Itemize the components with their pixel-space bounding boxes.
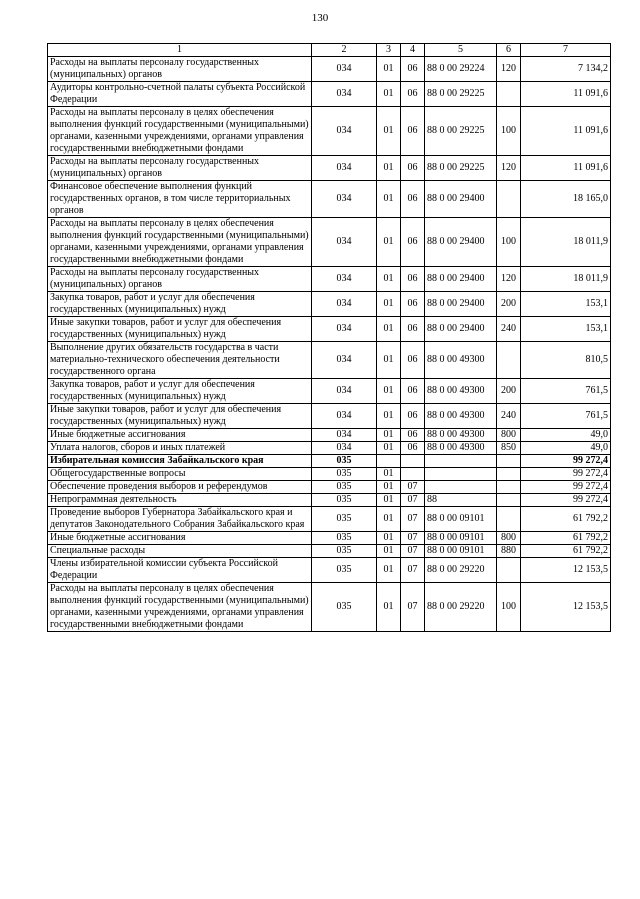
gr-code-cell: 034 [312,218,377,267]
table-row [48,545,611,558]
csr-code-cell: 88 0 00 09101 [425,545,497,558]
rz-code-cell: 01 [377,507,401,532]
header-cell: 4 [401,44,425,57]
header-cell: 2 [312,44,377,57]
csr-code-cell: 88 0 00 29220 [425,583,497,632]
table-row [48,82,611,107]
table-row [48,181,611,218]
rz-code-cell [377,455,401,468]
gr-code-cell: 035 [312,507,377,532]
table-row [48,292,611,317]
amount-cell: 49,0 [521,429,611,442]
amount-cell: 18 165,0 [521,181,611,218]
vr-code-cell: 200 [497,292,521,317]
table-row [48,455,611,468]
vr-code-cell: 800 [497,429,521,442]
amount-cell: 11 091,6 [521,82,611,107]
csr-code-cell: 88 0 00 09101 [425,507,497,532]
csr-code-cell [425,468,497,481]
table-body [48,57,611,632]
gr-code-cell: 035 [312,558,377,583]
csr-code-cell: 88 0 00 49300 [425,442,497,455]
csr-code-cell: 88 0 00 29400 [425,218,497,267]
pr-code-cell: 06 [401,342,425,379]
rz-code-cell: 01 [377,481,401,494]
vr-code-cell [497,342,521,379]
expense-name-cell: Обеспечение проведения выборов и референдумов [48,481,312,494]
csr-code-cell: 88 0 00 29400 [425,292,497,317]
table-row [48,558,611,583]
budget-table [47,43,611,632]
gr-code-cell: 034 [312,181,377,218]
amount-cell: 153,1 [521,317,611,342]
amount-cell: 99 272,4 [521,494,611,507]
gr-code-cell: 034 [312,292,377,317]
amount-cell: 12 153,5 [521,583,611,632]
gr-code-cell: 034 [312,429,377,442]
vr-code-cell: 200 [497,379,521,404]
csr-code-cell: 88 0 00 29225 [425,107,497,156]
rz-code-cell: 01 [377,404,401,429]
csr-code-cell: 88 0 00 49300 [425,342,497,379]
table-row [48,532,611,545]
expense-name-cell: Выполнение других обязательств государства в части материально-технического обеспечения деятельности государственного органа [48,342,312,379]
rz-code-cell: 01 [377,218,401,267]
pr-code-cell: 07 [401,583,425,632]
amount-cell: 61 792,2 [521,507,611,532]
expense-name-cell: Расходы на выплаты персоналу в целях обеспечения выполнения функций государственными (муниципальными) органами, казенными учреждениями, органами управления государственными внебюджетными фондами [48,107,312,156]
rz-code-cell: 01 [377,494,401,507]
expense-name-cell: Закупка товаров, работ и услуг для обеспечения государственных (муниципальных) нужд [48,379,312,404]
pr-code-cell: 06 [401,429,425,442]
expense-name-cell: Закупка товаров, работ и услуг для обеспечения государственных (муниципальных) нужд [48,292,312,317]
csr-code-cell: 88 0 00 49300 [425,379,497,404]
header-cell: 1 [48,44,312,57]
rz-code-cell: 01 [377,468,401,481]
pr-code-cell: 07 [401,481,425,494]
expense-name-cell: Расходы на выплаты персоналу в целях обеспечения выполнения функций государственными (муниципальными) органами, казенными учреждениями, органами управления государственными внебюджетными фондами [48,583,312,632]
amount-cell: 12 153,5 [521,558,611,583]
amount-cell: 99 272,4 [521,481,611,494]
rz-code-cell: 01 [377,558,401,583]
expense-name-cell: Финансовое обеспечение выполнения функций государственных органов, в том числе территориальных органов [48,181,312,218]
vr-code-cell: 120 [497,156,521,181]
pr-code-cell: 07 [401,532,425,545]
expense-name-cell: Избирательная комиссия Забайкальского края [48,455,312,468]
vr-code-cell [497,181,521,218]
vr-code-cell: 100 [497,583,521,632]
gr-code-cell: 034 [312,442,377,455]
rz-code-cell: 01 [377,181,401,218]
expense-name-cell: Специальные расходы [48,545,312,558]
expense-name-cell: Расходы на выплаты персоналу государственных (муниципальных) органов [48,156,312,181]
vr-code-cell [497,455,521,468]
amount-cell: 61 792,2 [521,545,611,558]
rz-code-cell: 01 [377,442,401,455]
csr-code-cell: 88 0 00 09101 [425,532,497,545]
rz-code-cell: 01 [377,107,401,156]
pr-code-cell: 06 [401,57,425,82]
expense-name-cell: Аудиторы контрольно-счетной палаты субъекта Российской Федерации [48,82,312,107]
expense-name-cell: Иные закупки товаров, работ и услуг для обеспечения государственных (муниципальных) нужд [48,404,312,429]
table-row [48,494,611,507]
amount-cell: 761,5 [521,404,611,429]
expense-name-cell: Проведение выборов Губернатора Забайкальского края и депутатов Законодательного Собрания Забайкальского края [48,507,312,532]
gr-code-cell: 034 [312,156,377,181]
page-number: 130 [311,12,329,24]
pr-code-cell: 06 [401,218,425,267]
header-row [48,44,611,57]
vr-code-cell: 240 [497,404,521,429]
expense-name-cell: Общегосударственные вопросы [48,468,312,481]
pr-code-cell: 06 [401,317,425,342]
table-row [48,481,611,494]
csr-code-cell: 88 0 00 49300 [425,404,497,429]
rz-code-cell: 01 [377,429,401,442]
gr-code-cell: 034 [312,379,377,404]
table-row [48,267,611,292]
rz-code-cell: 01 [377,267,401,292]
vr-code-cell [497,558,521,583]
gr-code-cell: 034 [312,267,377,292]
csr-code-cell: 88 0 00 29224 [425,57,497,82]
gr-code-cell: 034 [312,57,377,82]
amount-cell: 18 011,9 [521,218,611,267]
expense-name-cell: Члены избирательной комиссии субъекта Российской Федерации [48,558,312,583]
rz-code-cell: 01 [377,545,401,558]
pr-code-cell: 06 [401,82,425,107]
amount-cell: 153,1 [521,292,611,317]
csr-code-cell: 88 0 00 49300 [425,429,497,442]
pr-code-cell: 06 [401,404,425,429]
table-row [48,342,611,379]
gr-code-cell: 034 [312,404,377,429]
table-row [48,107,611,156]
vr-code-cell [497,494,521,507]
gr-code-cell: 035 [312,468,377,481]
csr-code-cell: 88 0 00 29220 [425,558,497,583]
expense-name-cell: Расходы на выплаты персоналу в целях обеспечения выполнения функций государственными (муниципальными) органами, казенными учреждениями, органами управления государственными внебюджетными фондами [48,218,312,267]
header-cell: 5 [425,44,497,57]
gr-code-cell: 034 [312,107,377,156]
rz-code-cell: 01 [377,292,401,317]
vr-code-cell [497,481,521,494]
expense-name-cell: Иные бюджетные ассигнования [48,429,312,442]
gr-code-cell: 035 [312,545,377,558]
pr-code-cell: 07 [401,494,425,507]
amount-cell: 18 011,9 [521,267,611,292]
table-row [48,404,611,429]
gr-code-cell: 035 [312,494,377,507]
vr-code-cell [497,82,521,107]
table-row [48,317,611,342]
table-row [48,507,611,532]
table-row [48,442,611,455]
expense-name-cell: Иные бюджетные ассигнования [48,532,312,545]
rz-code-cell: 01 [377,82,401,107]
header-cell: 3 [377,44,401,57]
gr-code-cell: 035 [312,532,377,545]
gr-code-cell: 034 [312,82,377,107]
vr-code-cell: 100 [497,218,521,267]
amount-cell: 11 091,6 [521,107,611,156]
vr-code-cell: 120 [497,57,521,82]
table-row [48,379,611,404]
vr-code-cell: 240 [497,317,521,342]
expense-name-cell: Уплата налогов, сборов и иных платежей [48,442,312,455]
expense-name-cell: Расходы на выплаты персоналу государственных (муниципальных) органов [48,57,312,82]
table-row [48,156,611,181]
pr-code-cell: 07 [401,558,425,583]
amount-cell: 11 091,6 [521,156,611,181]
pr-code-cell: 07 [401,507,425,532]
gr-code-cell: 035 [312,583,377,632]
vr-code-cell: 850 [497,442,521,455]
expense-name-cell: Непрограммная деятельность [48,494,312,507]
vr-code-cell: 880 [497,545,521,558]
rz-code-cell: 01 [377,583,401,632]
pr-code-cell: 06 [401,292,425,317]
table-row [48,583,611,632]
csr-code-cell: 88 [425,494,497,507]
csr-code-cell [425,455,497,468]
csr-code-cell: 88 0 00 29400 [425,317,497,342]
pr-code-cell: 06 [401,379,425,404]
amount-cell: 810,5 [521,342,611,379]
vr-code-cell [497,507,521,532]
rz-code-cell: 01 [377,379,401,404]
pr-code-cell: 06 [401,442,425,455]
gr-code-cell: 034 [312,317,377,342]
rz-code-cell: 01 [377,317,401,342]
expense-name-cell: Расходы на выплаты персоналу государственных (муниципальных) органов [48,267,312,292]
vr-code-cell: 100 [497,107,521,156]
table-row [48,468,611,481]
pr-code-cell: 06 [401,107,425,156]
pr-code-cell [401,455,425,468]
vr-code-cell: 120 [497,267,521,292]
vr-code-cell [497,468,521,481]
csr-code-cell [425,481,497,494]
csr-code-cell: 88 0 00 29225 [425,82,497,107]
amount-cell: 99 272,4 [521,468,611,481]
csr-code-cell: 88 0 00 29400 [425,181,497,218]
pr-code-cell: 06 [401,181,425,218]
table-row [48,57,611,82]
table-row [48,218,611,267]
amount-cell: 761,5 [521,379,611,404]
rz-code-cell: 01 [377,57,401,82]
header-cell: 6 [497,44,521,57]
pr-code-cell: 06 [401,267,425,292]
gr-code-cell: 035 [312,481,377,494]
csr-code-cell: 88 0 00 29225 [425,156,497,181]
rz-code-cell: 01 [377,532,401,545]
header-cell: 7 [521,44,611,57]
amount-cell: 49,0 [521,442,611,455]
gr-code-cell: 034 [312,342,377,379]
vr-code-cell: 800 [497,532,521,545]
amount-cell: 61 792,2 [521,532,611,545]
pr-code-cell [401,468,425,481]
table-row [48,429,611,442]
pr-code-cell: 07 [401,545,425,558]
expense-name-cell: Иные закупки товаров, работ и услуг для обеспечения государственных (муниципальных) нужд [48,317,312,342]
csr-code-cell: 88 0 00 29400 [425,267,497,292]
amount-cell: 7 134,2 [521,57,611,82]
pr-code-cell: 06 [401,156,425,181]
gr-code-cell: 035 [312,455,377,468]
rz-code-cell: 01 [377,156,401,181]
rz-code-cell: 01 [377,342,401,379]
amount-cell: 99 272,4 [521,455,611,468]
